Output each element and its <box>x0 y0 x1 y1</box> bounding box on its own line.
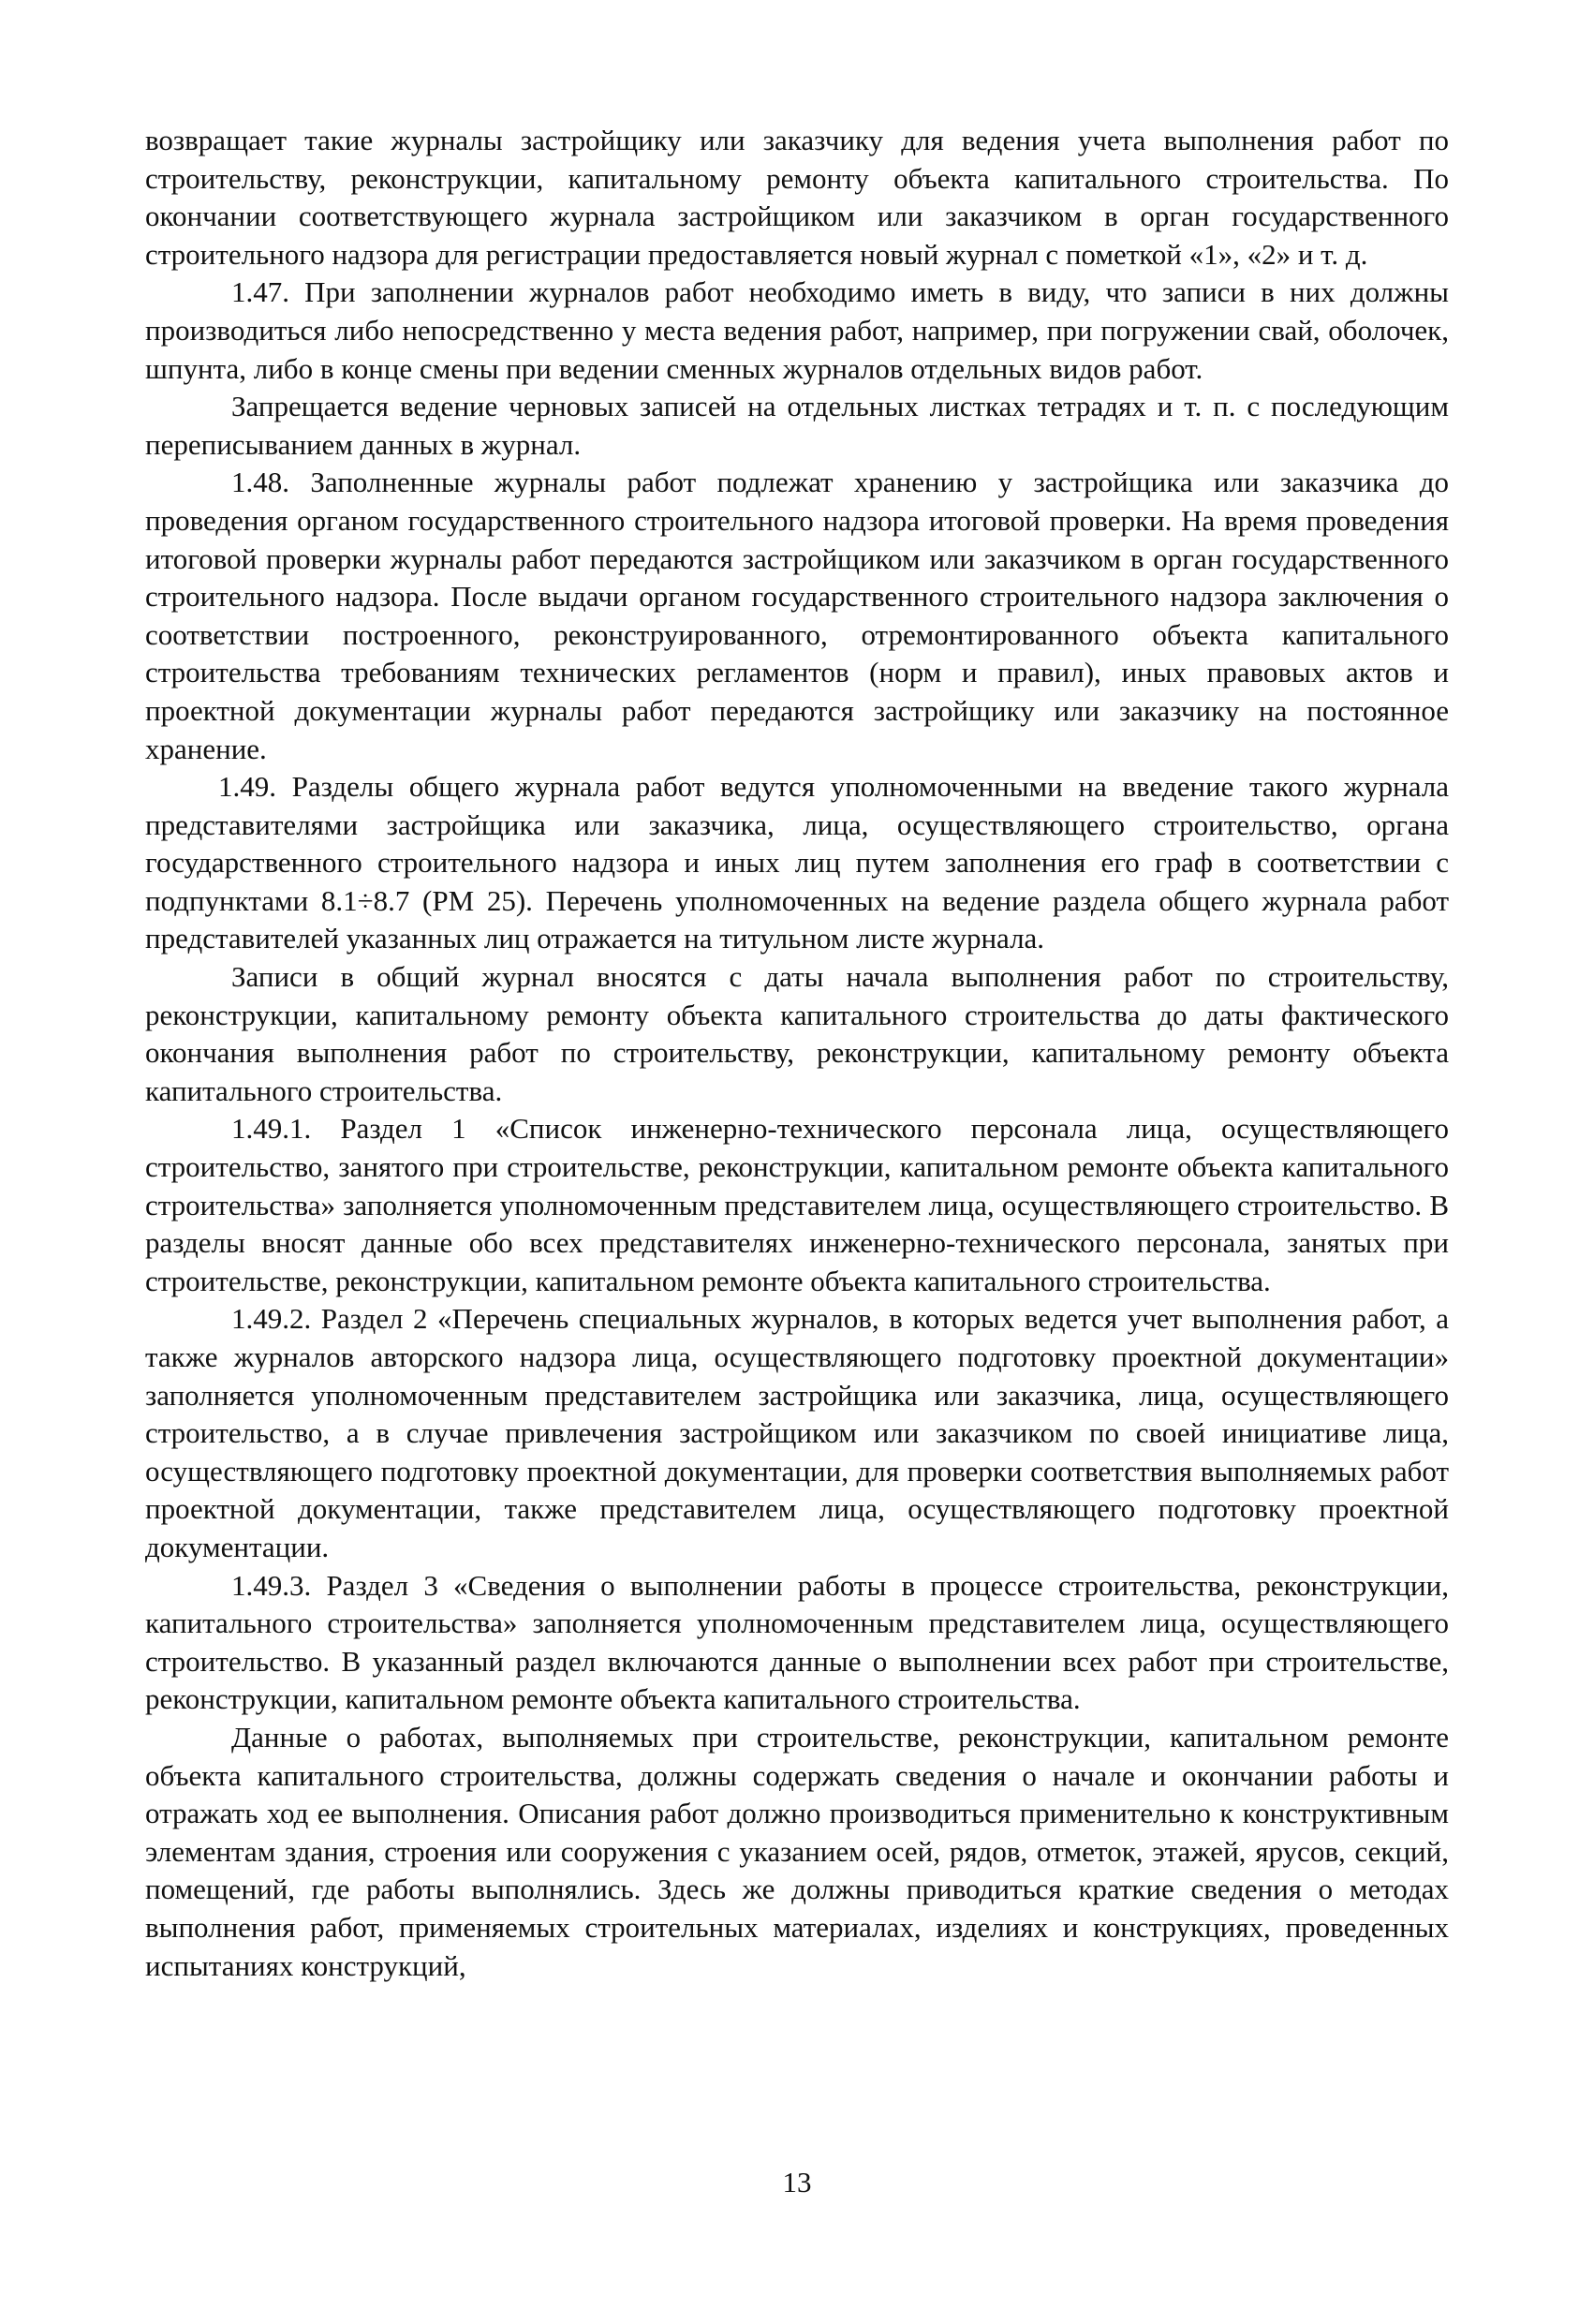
paragraph-1-47: 1.47. При заполнении журналов работ необходимо иметь в виду, что записи в них должны производиться либо непосредственно у места ведения работ, например, при погружении свай, оболочек, шпунта, либо в конце смены при ведении сменных журналов отдельных видов работ. <box>145 275 1449 385</box>
paragraph-1-49-1: 1.49.1. Раздел 1 «Список инженерно-технического персонала лица, осуществляющего строительство, занятого при строительстве, реконструкции, капитальном ремонте объекта капитального строительства» заполняется уполномоченным представителем лица, осуществляющего строительство. В разделы вносят данные обо всех представителях инженерно-технического персонала, занятых при строительстве, реконструкции, капитальном ремонте объекта капитального строительства. <box>145 1112 1449 1297</box>
paragraph-draft-records-prohibition: Запрещается ведение черновых записей на отдельных листках тетрадях и т. п. с последующим переписыванием данных в журнал. <box>145 390 1449 461</box>
page-body <box>145 122 1449 1985</box>
paragraph-work-data: Данные о работах, выполняемых при строительстве, реконструкции, капитальном ремонте объекта капитального строительства, должны содержать сведения о начале и окончании работы и отражать ход ее выполнения. Описания работ должно производиться применительно к конструктивным элементам здания, строения или сооружения с указанием осей, рядов, отметок, этажей, ярусов, секций, помещений, где работы выполнялись. Здесь же должны приводиться краткие сведения о методах выполнения работ, применяемых строительных материалах, изделиях и конструкциях, проведенных испытаниях конструкций, <box>145 1720 1449 1982</box>
paragraph-1-49-2: 1.49.2. Раздел 2 «Перечень специальных журналов, в которых ведется учет выполнения работ, а также журналов авторского надзора лица, осуществляющего подготовку проектной документации» заполняется уполномоченным представителем застройщика или заказчика, лица, осуществляющего строительство, а в случае привлечения застройщиком или заказчиком по своей инициативе лица, осуществляющего подготовку проектной документации, для проверки соответствия выполняемых работ проектной документации, также представителем лица, осуществляющего подготовку проектной документации. <box>145 1302 1449 1563</box>
paragraph-1-49-3: 1.49.3. Раздел 3 «Сведения о выполнении работы в процессе строительства, реконструкции, капитального строительства» заполняется уполномоченным представителем лица, осуществляющего строительство. В указанный раздел включаются данные о выполнении всех работ при строительстве, реконструкции, капитальном ремонте объекта капитального строительства. <box>145 1568 1449 1716</box>
paragraph-1-48: 1.48. Заполненные журналы работ подлежат хранению у застройщика или заказчика до проведения органом государственного строительного надзора итоговой проверки. На время проведения итоговой проверки журналы работ передаются застройщиком или заказчиком в орган государственного строительного надзора. После выдачи органом государственного строительного надзора заключения о соответствии построенного, реконструированного, отремонтированного объекта капитального строительства требованиям технических регламентов (норм и правил), иных правовых актов и проектной документации журналы работ передаются застройщику или заказчику на постоянное хранение. <box>145 466 1449 765</box>
paragraph-continuation: возвращает такие журналы застройщику или заказчику для ведения учета выполнения работ по строительству, реконструкции, капитальному ремонту объекта капитального строительства. По окончании соответствующего журнала застройщиком или заказчиком в орган государственного строительного надзора для регистрации предоставляется новый журнал с пометкой «1», «2» и т. д. <box>145 124 1449 271</box>
paragraph-1-49: 1.49. Разделы общего журнала работ ведутся уполномоченными на введение такого журнала представителями застройщика или заказчика, лица, осуществляющего строительство, органа государственного строительного надзора и иных лиц путем заполнения его граф в соответствии с подпунктами 8.1÷8.7 (РМ 25). Перечень уполномоченных на ведение раздела общего журнала работ представителей указанных лиц отражается на титульном листе журнала. <box>145 770 1449 955</box>
page-number: 13 <box>782 2166 812 2198</box>
paragraph-general-journal-records: Записи в общий журнал вносятся с даты начала выполнения работ по строительству, реконструкции, капитальному ремонту объекта капитального строительства до даты фактического окончания выполнения работ по строительству, реконструкции, капитальному ремонту объекта капитального строительства. <box>145 960 1449 1107</box>
